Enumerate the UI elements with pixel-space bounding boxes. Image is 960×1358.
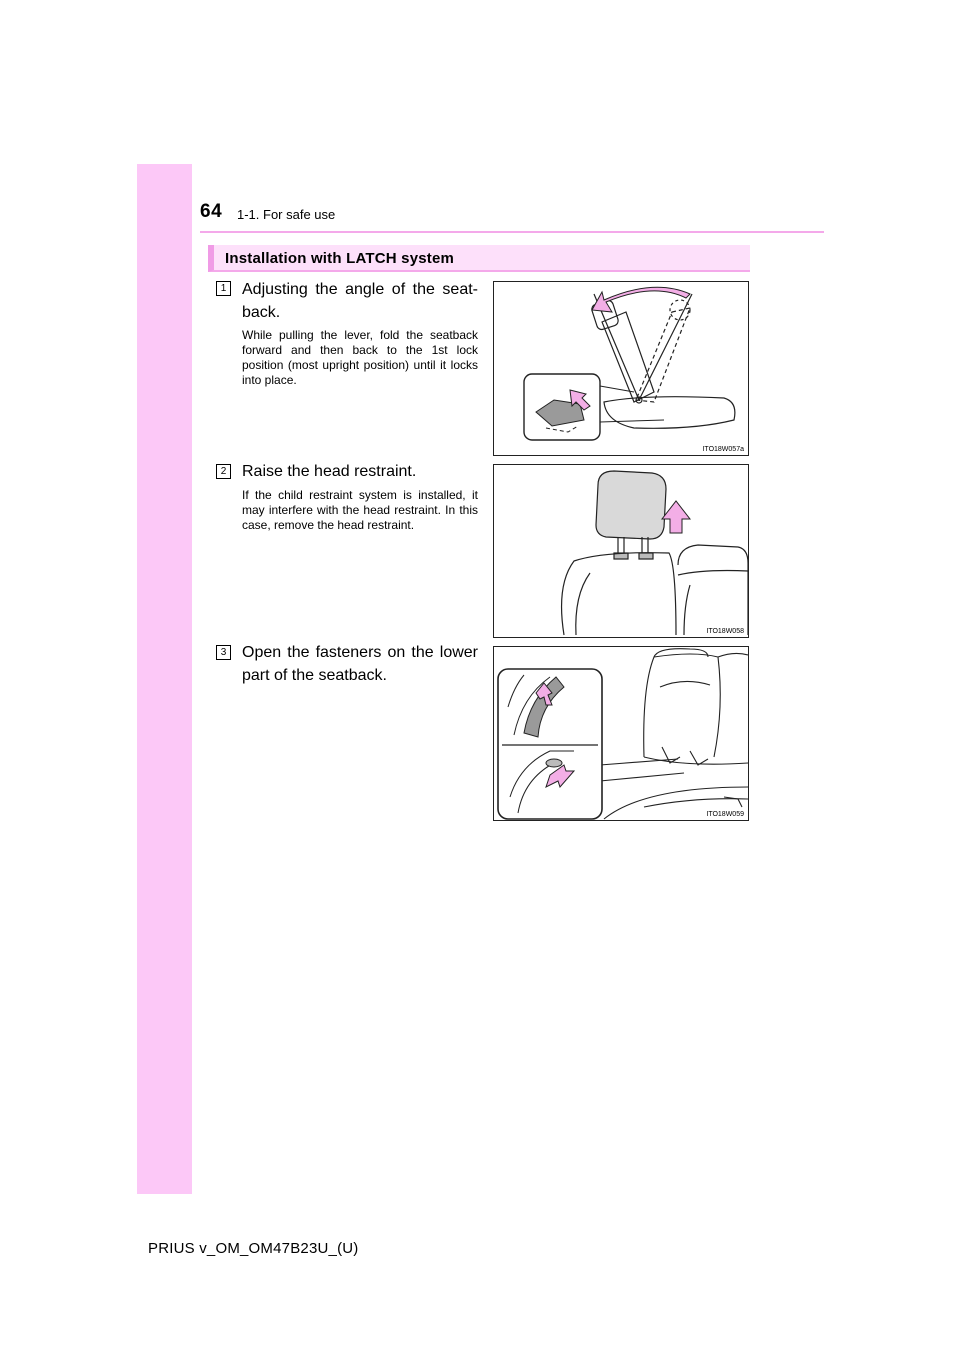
illustration-code-1: ITO18W057a [702, 446, 744, 453]
seatback-diagram [494, 282, 748, 455]
step-number-3: 3 [216, 645, 231, 660]
illustration-fasteners [493, 646, 749, 821]
side-tab-band [137, 164, 192, 1194]
step-title-1: Adjusting the angle of the seat-back. [242, 281, 478, 321]
illustration-seatback-angle [493, 281, 749, 456]
step-title-3: Open the fasteners on the lower part of the seatback. [242, 644, 478, 684]
section-label: 1-1. For safe use [237, 207, 336, 222]
section-heading-text: Installation with LATCH system [225, 250, 455, 267]
illustration-code-3: ITO18W059 [706, 811, 744, 818]
head-restraint-diagram [494, 465, 748, 637]
fasteners-diagram [494, 647, 748, 820]
step-title-2: Raise the head restraint. [242, 463, 417, 480]
illustration-head-restraint [493, 464, 749, 638]
footer-document-id: PRIUS v_OM_OM47B23U_(U) [148, 1240, 359, 1257]
step-description-1: While pulling the lever, fold the seatback forward and then back to the 1st lock position (most upright position) until it locks into place. [242, 328, 478, 387]
step-number-2: 2 [216, 464, 231, 479]
section-heading [208, 245, 750, 272]
step-number-1: 1 [216, 281, 231, 296]
step-description-2: If the child restraint system is installed, it may interfere with the head restraint. In this case, remove the head restraint. [242, 488, 478, 532]
page-number: 64 [200, 201, 223, 222]
header-divider [200, 231, 824, 233]
illustration-code-2: ITO18W058 [706, 628, 744, 635]
